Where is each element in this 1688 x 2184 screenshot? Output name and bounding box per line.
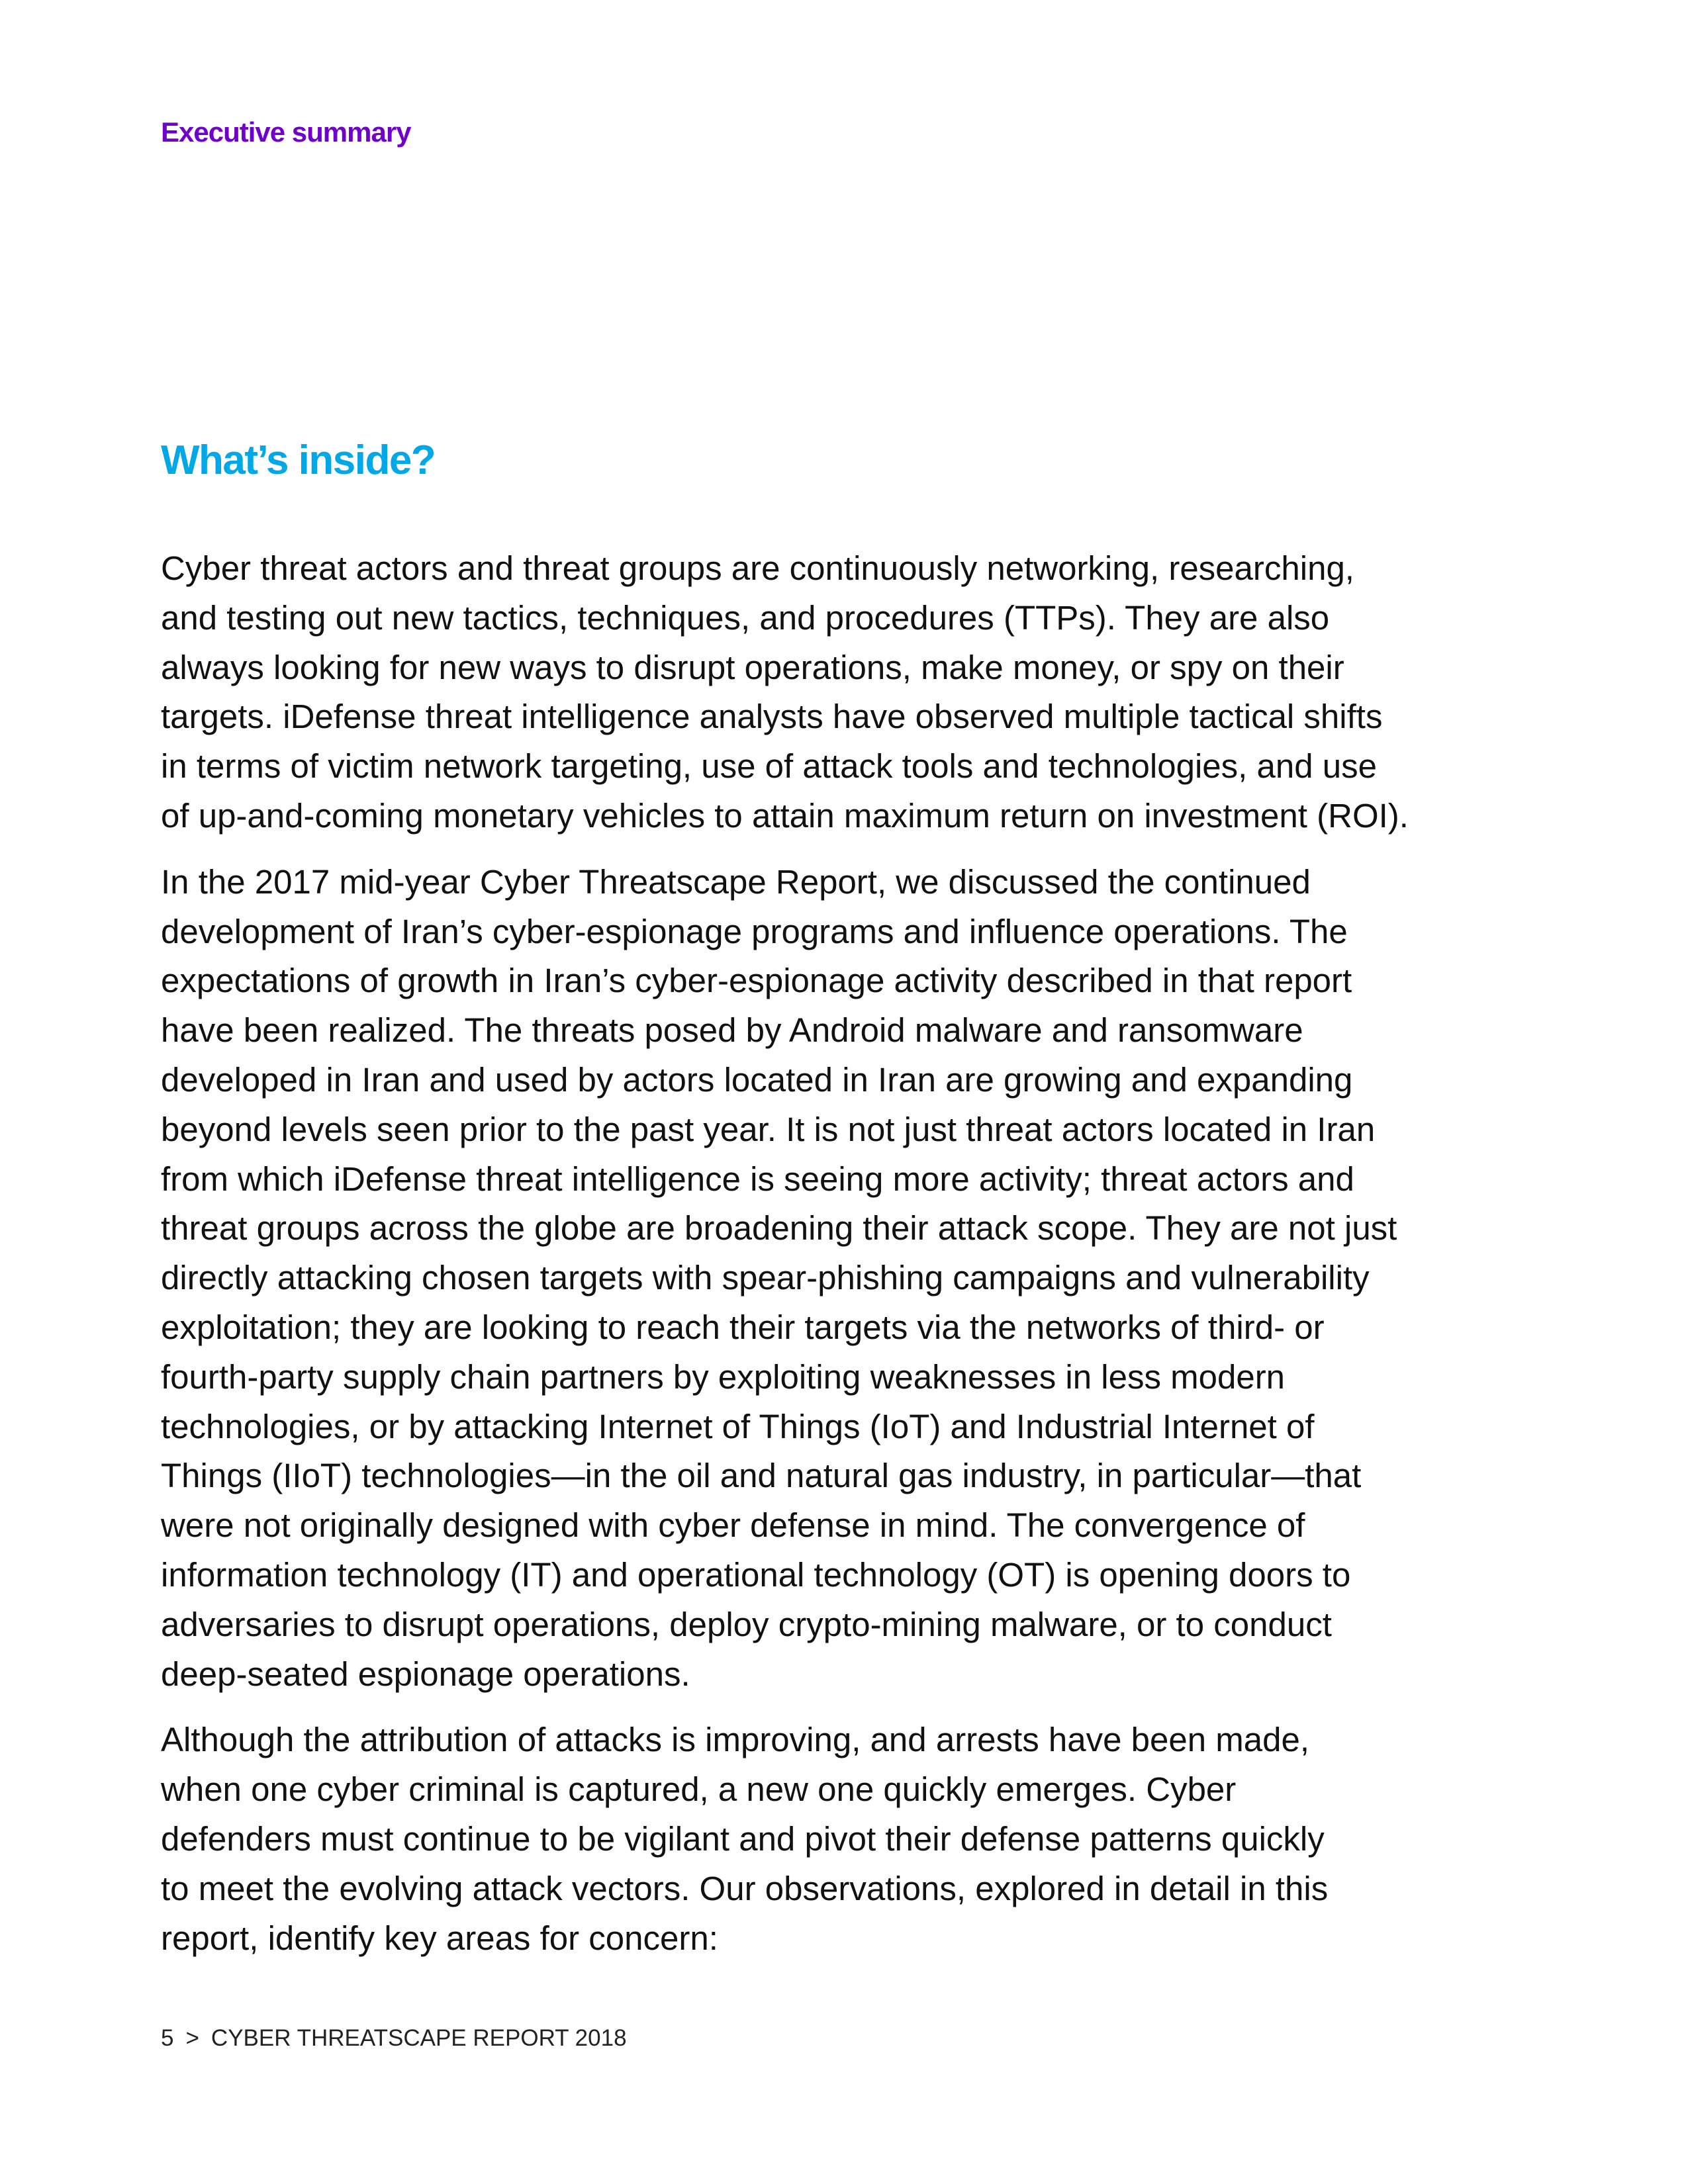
text-line: information technology (IT) and operational technology (OT) is opening doors to	[161, 1555, 1351, 1594]
text-line: defenders must continue to be vigilant and pivot their defense patterns quickly	[161, 1819, 1325, 1858]
page-heading: What’s inside?	[161, 437, 436, 483]
text-line: Although the attribution of attacks is improving, and arrests have been made,	[161, 1721, 1309, 1759]
page-number: 5	[161, 2025, 174, 2051]
text-line: directly attacking chosen targets with spear-phishing campaigns and vulnerability	[161, 1259, 1370, 1297]
text-line: adversaries to disrupt operations, deploy crypto-mining malware, or to conduct	[161, 1605, 1332, 1643]
footer-separator: >	[185, 2025, 199, 2051]
text-line: development of Iran’s cyber-espionage programs and influence operations. The	[161, 912, 1348, 950]
report-title: CYBER THREATSCAPE REPORT 2018	[211, 2025, 627, 2051]
text-line: exploitation; they are looking to reach their targets via the networks of third- or	[161, 1308, 1325, 1346]
text-line: targets. iDefense threat intelligence analysts have observed multiple tactical shifts	[161, 698, 1383, 736]
text-line: in terms of victim network targeting, use of attack tools and technologies, and use	[161, 747, 1377, 786]
section-label: Executive summary	[161, 116, 411, 148]
paragraph-1	[161, 544, 1518, 841]
text-line: Cyber threat actors and threat groups are continuously networking, researching,	[161, 549, 1354, 587]
paragraph-2	[161, 858, 1518, 1700]
text-line: of up-and-coming monetary vehicles to attain maximum return on investment (ROI).	[161, 796, 1409, 835]
text-line: when one cyber criminal is captured, a new one quickly emerges. Cyber	[161, 1770, 1237, 1809]
text-line: always looking for new ways to disrupt operations, make money, or spy on their	[161, 648, 1344, 686]
text-line: beyond levels seen prior to the past year. It is not just threat actors located in Iran	[161, 1110, 1376, 1148]
text-line: In the 2017 mid-year Cyber Threatscape Report, we discussed the continued	[161, 862, 1311, 901]
text-line: and testing out new tactics, techniques, and procedures (TTPs). They are also	[161, 598, 1330, 637]
body-text	[161, 544, 1518, 1979]
text-line: technologies, or by attacking Internet of Things (IoT) and Industrial Internet of	[161, 1407, 1315, 1445]
page-footer	[161, 2025, 627, 2052]
text-line: threat groups across the globe are broadening their attack scope. They are not just	[161, 1209, 1397, 1248]
text-line: to meet the evolving attack vectors. Our observations, explored in detail in this	[161, 1869, 1329, 1907]
text-line: Things (IIoT) technologies—in the oil and natural gas industry, in particular—that	[161, 1457, 1362, 1495]
text-line: have been realized. The threats posed by Android malware and ransomware	[161, 1011, 1303, 1050]
text-line: fourth-party supply chain partners by exploiting weaknesses in less modern	[161, 1357, 1286, 1396]
text-line: were not originally designed with cyber defense in mind. The convergence of	[161, 1506, 1305, 1545]
text-line: expectations of growth in Iran’s cyber-espionage activity described in that report	[161, 962, 1352, 1000]
text-line: from which iDefense threat intelligence is seeing more activity; threat actors and	[161, 1160, 1354, 1198]
paragraph-3	[161, 1715, 1518, 1963]
text-line: developed in Iran and used by actors located in Iran are growing and expanding	[161, 1060, 1353, 1099]
text-line: deep-seated espionage operations.	[161, 1655, 690, 1693]
text-line: report, identify key areas for concern:	[161, 1919, 718, 1957]
